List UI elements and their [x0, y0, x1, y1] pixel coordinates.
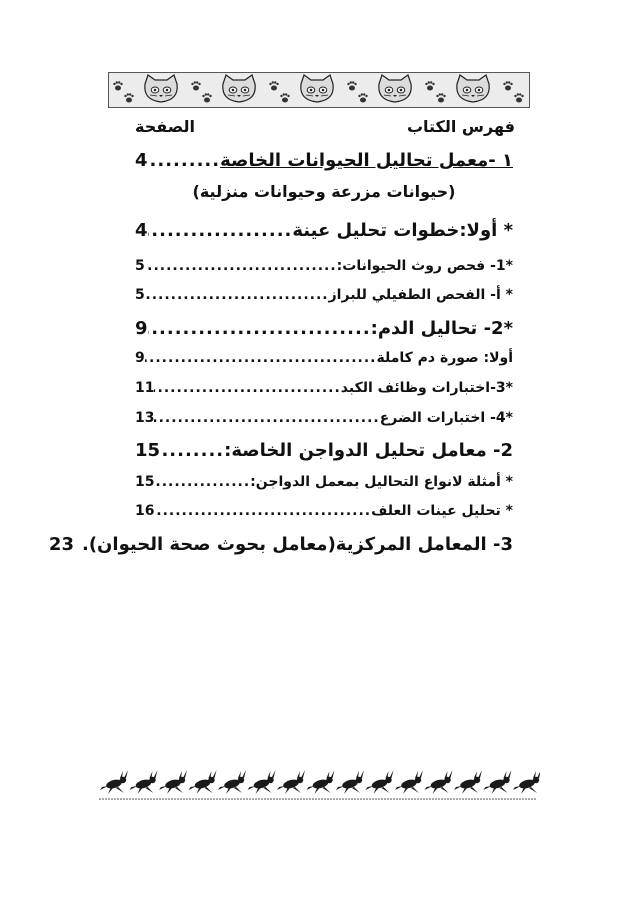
running-rabbit-icon: [366, 770, 394, 794]
dot-leader: [145, 258, 337, 274]
running-rabbit-icon: [425, 770, 453, 794]
running-rabbit-icon: [218, 770, 246, 794]
toc-entry-title: أولا: صورة دم كاملة: [376, 350, 513, 366]
running-rabbit-icon: [248, 770, 276, 794]
toc-entry-title: 3- المعامل المركزية(معامل بحوث صحة الحيوان).: [81, 534, 513, 555]
paw-print-icon: [280, 93, 289, 102]
toc-entry-4: [135, 287, 513, 303]
cat-face-icon: [109, 73, 529, 107]
toc-page-number: 5: [135, 287, 145, 303]
toc-entry-9: [135, 440, 513, 461]
paw-print-icon: [425, 81, 434, 90]
toc-entry-title: * أمثلة لانواع التحاليل بمعمل الدواجن:: [250, 474, 513, 490]
running-rabbit-icon: [513, 770, 540, 794]
toc-entry-3: [135, 258, 513, 274]
toc-entry-title: ١ -معمل تحاليل الحيوانات الخاصة: [220, 150, 513, 171]
toc-page-number: 11: [135, 380, 155, 396]
paw-print-icon: [347, 81, 356, 90]
dot-leader: [145, 350, 377, 366]
toc-entry-6: [135, 350, 513, 366]
toc-entry-title: *2- تحاليل الدم:: [370, 318, 513, 339]
dot-leader: [160, 440, 224, 461]
toc-entry-12: [48, 534, 513, 555]
running-rabbit-icon: [307, 770, 335, 794]
toc-entry-1: [135, 150, 513, 171]
cat-face-icon: [457, 75, 489, 102]
toc-entry-8: [135, 410, 513, 426]
toc-page-number: 5: [135, 258, 145, 274]
toc-page-number: 16: [135, 503, 155, 519]
toc-entry-title: * أ- الفحص الطفيلي للبراز: [328, 287, 513, 303]
toc-entry-7: [135, 380, 513, 396]
paw-print-icon: [191, 81, 200, 90]
toc-page-number: 9: [135, 350, 145, 366]
dot-leader: [148, 150, 221, 171]
paw-print-icon: [202, 93, 211, 102]
paw-print-icon: [358, 93, 367, 102]
toc-page-number: 4: [135, 220, 148, 241]
running-rabbit-icon: [336, 770, 364, 794]
toc-page-number: 15: [135, 474, 155, 490]
cat-face-icon: [145, 75, 177, 102]
dot-leader: [154, 474, 250, 490]
index-title: فهرس الكتاب: [406, 117, 515, 136]
toc-entry-title: * تحليل عينات العلف: [371, 503, 513, 519]
toc-entry-title: *4- اختبارات الضرع: [379, 410, 513, 426]
cat-face-icon: [379, 75, 411, 102]
dot-leader: [148, 220, 293, 241]
toc-entry-title: * أولا:خطوات تحليل عينة: [292, 220, 513, 241]
running-rabbit-icon: [395, 770, 423, 794]
toc-page-number: 4: [135, 150, 148, 171]
toc-entry-2: [135, 220, 513, 241]
toc-entry-title: 2- معامل تحليل الدواجن الخاصة:: [224, 440, 513, 461]
running-rabbit-icon: [130, 770, 158, 794]
dot-leader: [154, 380, 340, 396]
running-rabbit-icon: [159, 770, 187, 794]
toc-entry-title: *1- فحص روث الحيوانات:: [336, 258, 513, 274]
paw-print-icon: [436, 93, 445, 102]
running-rabbit-icon: [277, 770, 305, 794]
dot-leader: [154, 503, 371, 519]
cat-paw-banner: [108, 72, 530, 108]
toc-page-number: 9: [135, 318, 148, 339]
toc-entry-title: *3-اختبارات وظائف الكبد: [340, 380, 513, 396]
paw-print-icon: [124, 93, 133, 102]
cat-face-icon: [223, 75, 255, 102]
paw-print-icon: [503, 81, 512, 90]
dot-leader: [148, 318, 371, 339]
cat-face-icon: [301, 75, 333, 102]
dot-leader: [145, 287, 329, 303]
dot-leader: [154, 410, 379, 426]
toc-page-number: 15: [135, 440, 161, 461]
paw-print-icon: [269, 81, 278, 90]
running-rabbit-icon: [189, 770, 217, 794]
toc-entry-11: [135, 503, 513, 519]
toc-entry-5: [135, 318, 513, 339]
toc-entry-10: [135, 474, 513, 490]
toc-page-number: 13: [135, 410, 155, 426]
running-rabbit-icon: [98, 770, 540, 802]
toc-page-number: 23: [48, 534, 74, 555]
paw-print-icon: [514, 93, 523, 102]
toc-entry-1-subtitle: (حيوانات مزرعة وحيوانات منزلية): [192, 182, 456, 201]
running-rabbit-icon: [100, 770, 128, 794]
paw-print-icon: [113, 81, 122, 90]
running-rabbit-icon: [484, 770, 512, 794]
running-rabbit-icon: [454, 770, 482, 794]
page-column-label: الصفحة: [135, 117, 196, 136]
rabbit-divider: [98, 770, 540, 802]
